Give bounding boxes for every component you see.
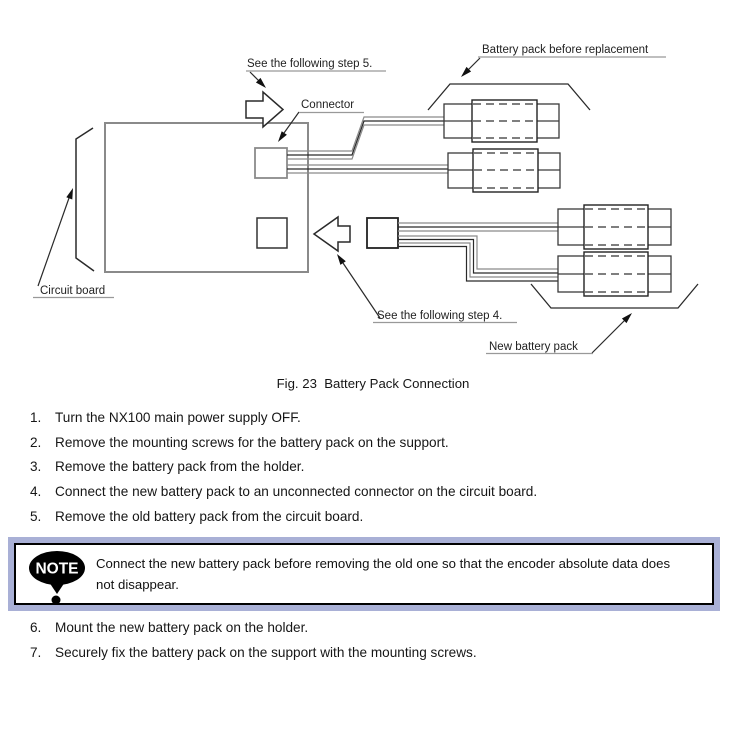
note-badge-label: NOTE <box>35 560 79 578</box>
step-text: Connect the new battery pack to an unconnected connector on the circuit board. <box>55 484 538 500</box>
battery-pack-new-2 <box>558 252 671 296</box>
step-number: 4. <box>30 484 42 500</box>
step-number: 1. <box>30 410 42 425</box>
circuit-board-outline <box>105 123 308 272</box>
step-item <box>30 459 537 484</box>
step-item <box>30 435 537 460</box>
step-number: 3. <box>30 459 42 475</box>
wires-new-battery <box>398 223 558 281</box>
circuit-board-bracket <box>76 128 94 271</box>
step-item <box>30 484 537 509</box>
step-text: Turn the NX100 main power supply OFF. <box>55 410 301 425</box>
connector-square-new-pack <box>367 218 398 248</box>
label-circuit-board: Circuit board <box>40 285 106 297</box>
label-new-battery-pack: New battery pack <box>489 341 578 353</box>
battery-pack-new-1 <box>558 205 671 249</box>
block-arrow-right-icon <box>246 92 283 127</box>
label-battery-before-replacement: Battery pack before replacement <box>482 44 649 56</box>
step-number: 7. <box>30 644 42 660</box>
note-bubble-icon <box>26 548 88 606</box>
label-see-step-5: See the following step 5. <box>247 58 373 70</box>
procedure-steps-6-7 <box>30 620 477 669</box>
connector-square-unconnected <box>257 218 287 248</box>
wires-old-battery <box>287 117 448 173</box>
connector-square-top <box>255 148 287 178</box>
step-number: 6. <box>30 620 42 635</box>
note-inner-frame <box>14 543 714 605</box>
step-item <box>30 620 477 645</box>
procedure-steps-1-5 <box>30 410 537 533</box>
step-text: Remove the battery pack from the holder. <box>55 459 305 475</box>
step-text: Mount the new battery pack on the holder. <box>55 620 309 635</box>
block-arrow-left-icon <box>314 217 350 251</box>
step-text: Remove the mounting screws for the battery pack on the support. <box>55 434 449 450</box>
step-number: 2. <box>30 434 42 450</box>
label-connector: Connector <box>301 99 355 111</box>
battery-pack-old-2 <box>448 149 560 192</box>
step-item <box>30 645 477 670</box>
step-text: Remove the old battery pack from the circuit board. <box>55 508 364 524</box>
note-text: Connect the new battery pack before removing the old one so that the encoder absolute data does not disappear. <box>96 556 671 592</box>
step-item <box>30 410 537 435</box>
step-text: Securely fix the battery pack on the support with the mounting screws. <box>55 644 477 660</box>
battery-pack-connection-diagram <box>0 0 746 370</box>
figure-caption: Fig. 23 Battery Pack Connection <box>276 376 470 391</box>
note-callout <box>8 537 720 611</box>
step-item <box>30 509 537 534</box>
battery-pack-old-1 <box>444 100 559 142</box>
step-number: 5. <box>30 508 42 524</box>
label-see-step-4: See the following step 4. <box>377 310 503 322</box>
